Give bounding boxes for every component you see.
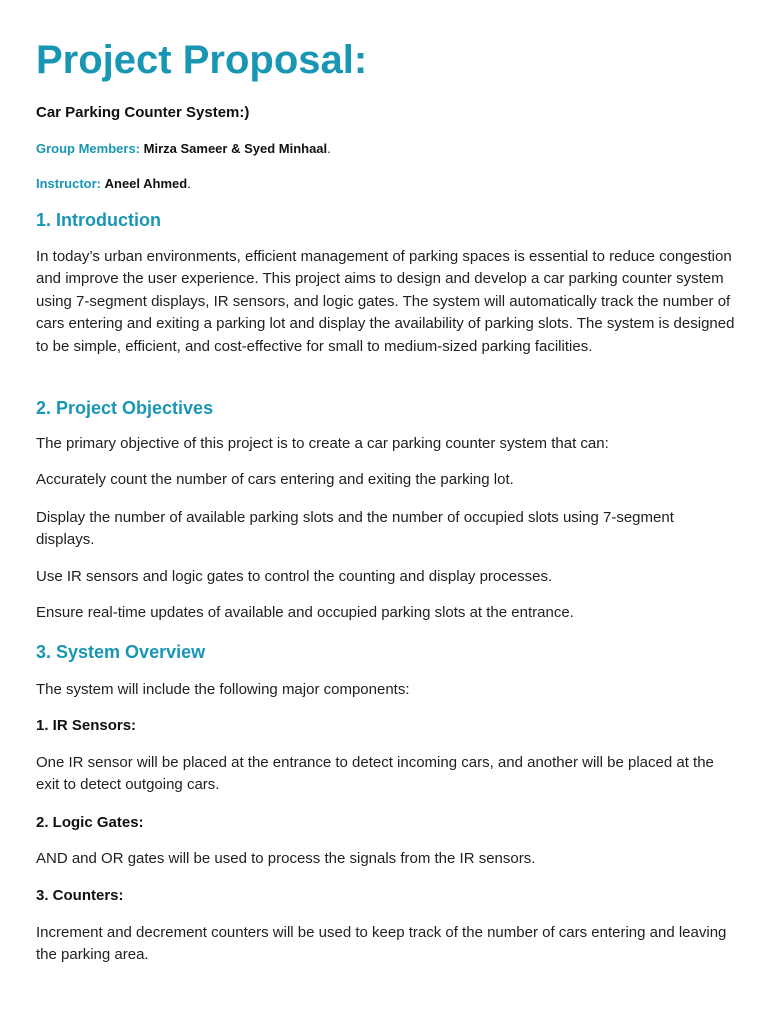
overview-intro: The system will include the following major components: [36,681,410,698]
logic-gates-text: AND and OR gates will be used to process the signals from the IR sensors. [36,850,536,867]
project-subtitle: Car Parking Counter System:) [36,104,250,121]
ir-sensors-label: 1. IR Sensors: [36,717,137,734]
overview-heading: 3. System Overview [36,642,206,662]
objective-item: Accurately count the number of cars entering and exiting the parking lot. [36,471,514,488]
counters-text: Increment and decrement counters will be used to keep track of the number of cars entering and leaving the parking area. [36,924,727,964]
instructor-label: Instructor: [36,176,101,191]
objective-item: Ensure real-time updates of available and occupied parking slots at the entrance. [36,604,574,621]
logic-gates-label: 2. Logic Gates: [36,814,144,831]
objectives-intro: The primary objective of this project is to create a car parking counter system that can: [36,435,609,452]
instructor-period: . [187,176,191,191]
instructor-value: Aneel Ahmed [104,176,188,191]
group-members-value: Mirza Sameer & Syed Minhaal [143,141,328,156]
objective-item: Display the number of available parking slots and the number of occupied slots using 7-segment displays. [36,509,674,549]
introduction-heading: 1. Introduction [36,210,161,230]
group-members-line [36,140,331,158]
counters-label: 3. Counters: [36,887,124,904]
group-members-period: . [327,141,331,156]
objectives-heading: 2. Project Objectives [36,398,214,418]
group-members-label: Group Members: [36,141,141,156]
ir-sensors-text: One IR sensor will be placed at the entrance to detect incoming cars, and another will be placed at the exit to detect outgoing cars. [36,754,714,794]
page-title: Project Proposal: [36,38,368,82]
objective-item: Use IR sensors and logic gates to control the counting and display processes. [36,568,553,585]
introduction-paragraph: In today’s urban environments, efficient management of parking spaces is essential to reduce congestion and improve the user experience. This project aims to design and develop a car parking counter system using 7-segment displays, IR sensors, and logic gates. The system will automatically track the number of cars entering and exiting a parking lot and display the availability of parking slots. The system is designed to be simple, efficient, and cost-effective for small to medium-sized parking facilities. [36,248,735,355]
instructor-line [36,175,191,193]
